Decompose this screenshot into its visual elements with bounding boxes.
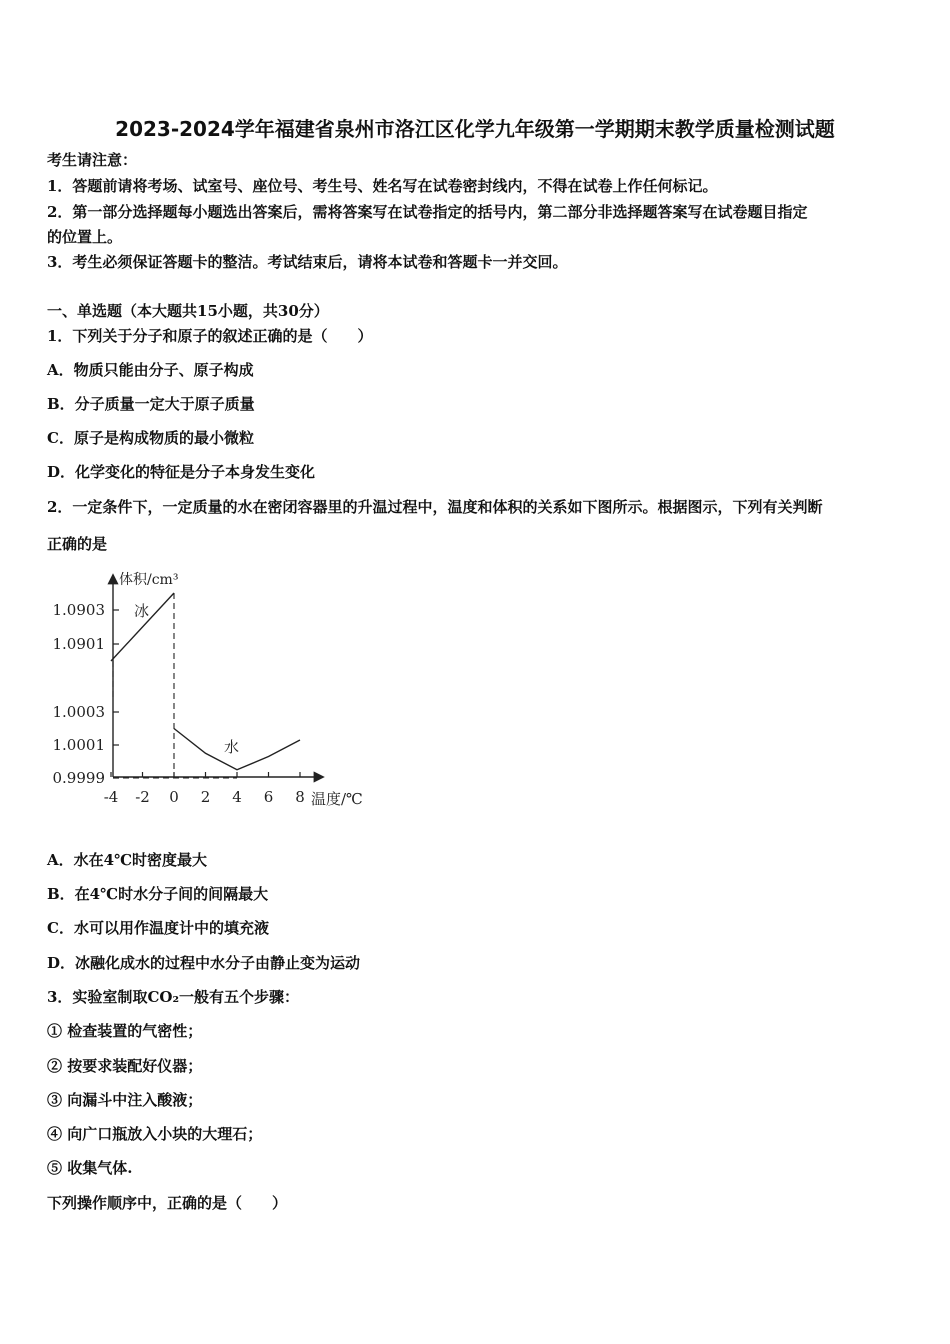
chart-ticks bbox=[53, 601, 305, 806]
notice-item: 2．第一部分选择题每小题选出答案后，需将答案写在试卷指定的括号内，第二部分非选择题答案写在试卷题目指定 bbox=[47, 203, 808, 221]
notice-item: 1．答题前请将考场、试室号、座位号、考生号、姓名写在试卷密封线内，不得在试卷上作任何标记。 bbox=[47, 177, 718, 195]
question-1-option-a: A．物质只能由分子、原子构成 bbox=[47, 361, 254, 379]
x-tick-label: 4 bbox=[232, 788, 242, 806]
question-3-stem: 3．实验室制取CO₂一般有五个步骤： bbox=[47, 988, 300, 1006]
y-tick-label: 0.9999 bbox=[52, 769, 105, 787]
notice-item: 的位置上。 bbox=[47, 228, 123, 246]
x-axis-label: 温度/℃ bbox=[311, 790, 363, 808]
question-1-option-d: D．化学变化的特征是分子本身发生变化 bbox=[47, 463, 316, 481]
question-2-option-c: C．水可以用作温度计中的填充液 bbox=[47, 919, 269, 937]
question-3-step: ① 检查装置的气密性； bbox=[47, 1022, 203, 1040]
x-tick-label: 2 bbox=[200, 788, 211, 806]
page-title: 2023-2024学年福建省泉州市洛江区化学九年级第一学期期末教学质量检测试题 bbox=[115, 117, 835, 141]
volume-temperature-chart bbox=[40, 565, 400, 815]
question-2-option-a: A．水在4℃时密度最大 bbox=[47, 851, 208, 869]
question-3-step: ② 按要求装配好仪器； bbox=[47, 1057, 203, 1075]
y-axis-label: 体积/cm³ bbox=[119, 572, 179, 588]
x-tick-label: 0 bbox=[169, 788, 179, 806]
question-2-stem: 2．一定条件下，一定质量的水在密闭容器里的升温过程中，温度和体积的关系如下图所示。根据图示，下列有关判断 bbox=[47, 498, 823, 516]
notice-heading: 考生请注意： bbox=[47, 151, 138, 169]
question-3-question: 下列操作顺序中，正确的是（ ） bbox=[47, 1194, 288, 1212]
question-3-step: ⑤ 收集气体. bbox=[47, 1159, 133, 1177]
x-tick-label: 8 bbox=[295, 788, 305, 806]
question-1-option-c: C．原子是构成物质的最小微粒 bbox=[47, 429, 254, 447]
question-2-option-b: B．在4℃时水分子间的间隔最大 bbox=[47, 885, 269, 903]
x-tick-label: 6 bbox=[263, 788, 274, 806]
x-tick-label: -4 bbox=[103, 788, 119, 806]
y-tick-label: 1.0003 bbox=[52, 703, 105, 721]
section-heading: 一、单选题（本大题共15小题，共30分） bbox=[47, 302, 329, 320]
question-2-stem-cont: 正确的是 bbox=[47, 535, 108, 553]
notice-item: 3．考生必须保证答题卡的整洁。考试结束后，请将本试卷和答题卡一并交回。 bbox=[47, 253, 568, 271]
question-3-step: ③ 向漏斗中注入酸液； bbox=[47, 1091, 203, 1109]
question-1-stem: 1．下列关于分子和原子的叙述正确的是（ ） bbox=[47, 327, 373, 345]
y-tick-label: 1.0903 bbox=[52, 601, 105, 619]
y-tick-label: 1.0901 bbox=[52, 635, 105, 653]
question-3-step: ④ 向广口瓶放入小块的大理石； bbox=[47, 1125, 263, 1143]
series-label-ice: 冰 bbox=[134, 602, 150, 620]
x-tick-label: -2 bbox=[135, 788, 150, 806]
y-tick-label: 1.0001 bbox=[52, 736, 105, 754]
question-2-option-d: D．冰融化成水的过程中水分子由静止变为运动 bbox=[47, 954, 361, 972]
series-label-water: 水 bbox=[224, 738, 240, 756]
question-1-option-b: B．分子质量一定大于原子质量 bbox=[47, 395, 255, 413]
